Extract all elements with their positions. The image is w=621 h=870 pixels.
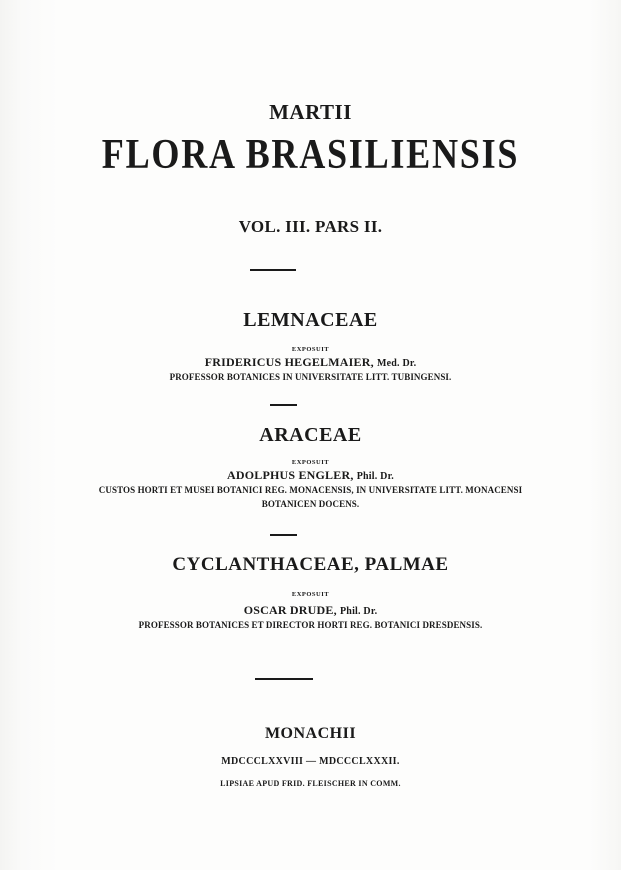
section-family: LEMNACEAE xyxy=(243,309,378,331)
section-exposuit: EXPOSUIT xyxy=(291,459,330,466)
author-degree: Med. Dr. xyxy=(377,358,417,369)
divider-rule xyxy=(255,678,313,680)
section-exposuit: EXPOSUIT xyxy=(291,346,330,353)
volume-label: VOL. III. PARS II. xyxy=(238,217,383,236)
author-profession: PROFESSOR BOTANICES IN UNIVERSITATE LITT. TUBINGENSI. xyxy=(169,372,452,382)
author-name: MARTII xyxy=(269,100,352,124)
author-name-text: ADOLPHUS ENGLER, xyxy=(226,468,354,482)
author-name-text: FRIDERICUS HEGELMAIER, xyxy=(204,355,374,369)
author-degree: Phil. Dr. xyxy=(340,606,378,617)
author-profession: CUSTOS HORTI ET MUSEI BOTANICI REG. MONACENSIS, IN UNIVERSITATE LITT. MONACENSI xyxy=(98,485,523,495)
author-profession: PROFESSOR BOTANICES ET DIRECTOR HORTI REG. BOTANICI DRESDENSIS. xyxy=(138,620,483,630)
section-author xyxy=(0,355,621,370)
divider-rule xyxy=(250,269,296,271)
author-degree: Phil. Dr. xyxy=(356,471,395,482)
imprint-years: MDCCCLXXVIII — MDCCCLXXXII. xyxy=(221,756,400,767)
section-author xyxy=(0,603,621,618)
section-family: CYCLANTHACEAE, PALMAE xyxy=(172,554,449,575)
imprint-city: MONACHII xyxy=(264,725,357,742)
section-family: ARACEAE xyxy=(259,424,362,446)
author-name-text: OSCAR DRUDE, xyxy=(243,603,337,617)
divider-rule xyxy=(270,534,297,536)
section-exposuit: EXPOSUIT xyxy=(291,591,330,598)
author-profession: BOTANICEN DOCENS. xyxy=(261,499,360,509)
book-title: FLORA BRASILIENSIS xyxy=(101,132,520,178)
divider-rule xyxy=(270,404,297,406)
section-author xyxy=(0,468,621,483)
imprint-publisher: LIPSIAE APUD FRID. FLEISCHER IN COMM. xyxy=(220,779,401,788)
